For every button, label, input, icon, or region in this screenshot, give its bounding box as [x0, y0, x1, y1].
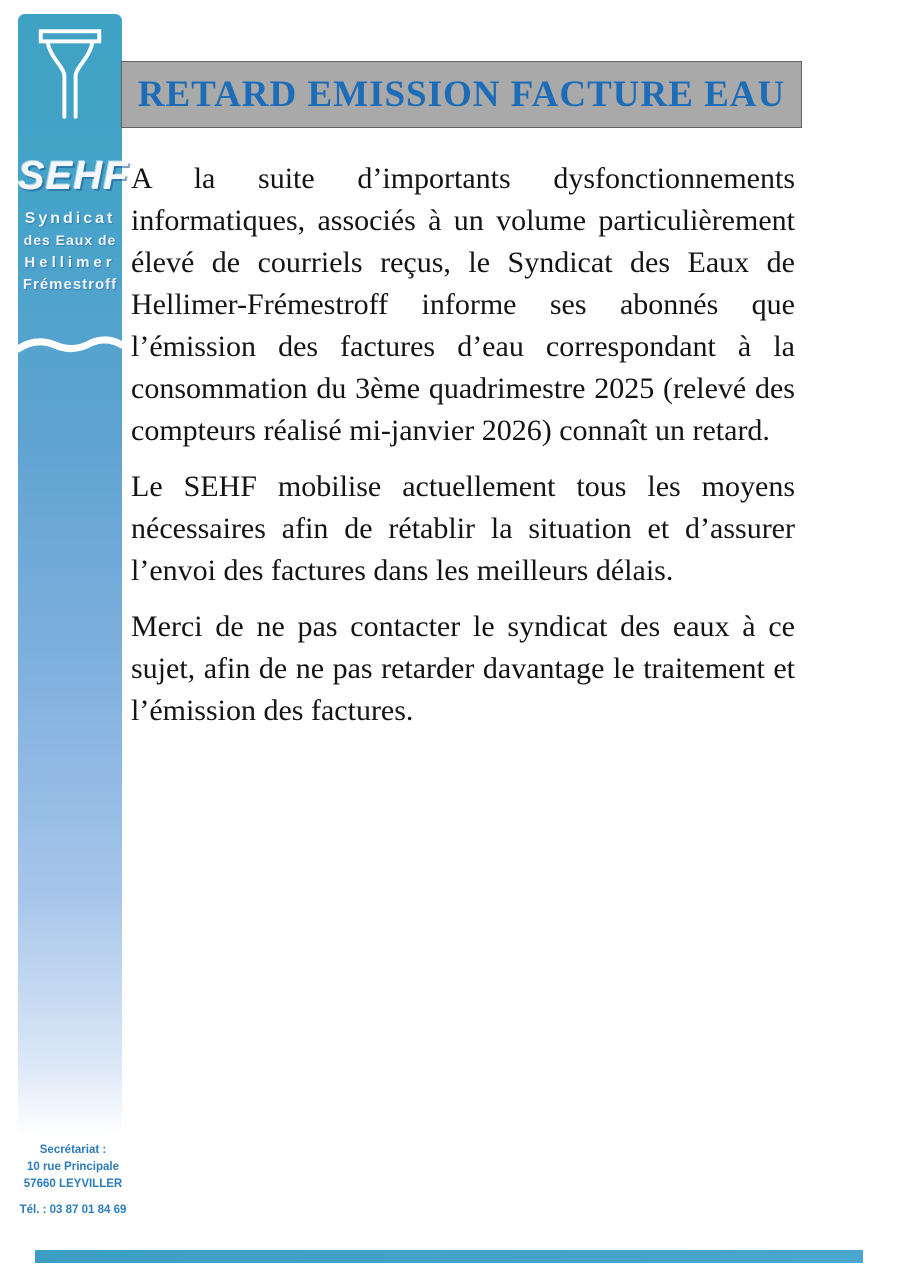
notice-title-banner — [121, 61, 802, 128]
contact-line: 10 rue Principale — [26, 1161, 120, 1173]
brand-band — [18, 14, 129, 1136]
notice-body — [131, 158, 795, 746]
org-name-line: Frémestroff — [22, 276, 118, 293]
org-name-line: Syndicat — [24, 210, 116, 227]
wave-icon — [18, 334, 122, 365]
bottom-accent-bar — [35, 1250, 863, 1263]
org-name-line: Hellimer — [24, 254, 116, 271]
org-name-line: des Eaux de — [23, 232, 117, 248]
notice-title: RETARD EMISSION FACTURE EAU — [137, 74, 786, 115]
notice-paragraph: A la suite d’importants dysfonctionnements informatiques, associés à un volume particulièrement élevé de courriels reçus, le Syndicat des Eaux de Hellimer-Frémestroff informe ses abonnés que l’émission des factures d’eau correspondant à la consommation du 3ème quadrimestre 2025 (relevé des compteurs réalisé mi-janvier 2026) connaît un retard. — [131, 162, 795, 447]
notice-paragraph: Merci de ne pas contacter le syndicat des eaux à ce sujet, afin de ne pas retarder davantage le traitement et l’émission des factures. — [131, 610, 795, 727]
org-acronym: SEHF — [18, 154, 129, 198]
contact-line: Secrétariat : — [39, 1144, 107, 1156]
contact-line: 57660 LEYVILLER — [23, 1178, 123, 1190]
contact-block — [18, 1142, 128, 1219]
notice-paragraph: Le SEHF mobilise actuellement tous les moyens nécessaires afin de rétablir la situation et d’assurer l’envoi des factures dans les meilleurs délais. — [131, 470, 795, 587]
contact-phone: Tél. : 03 87 01 84 69 — [19, 1204, 127, 1216]
water-tower-logo-icon — [34, 26, 106, 127]
